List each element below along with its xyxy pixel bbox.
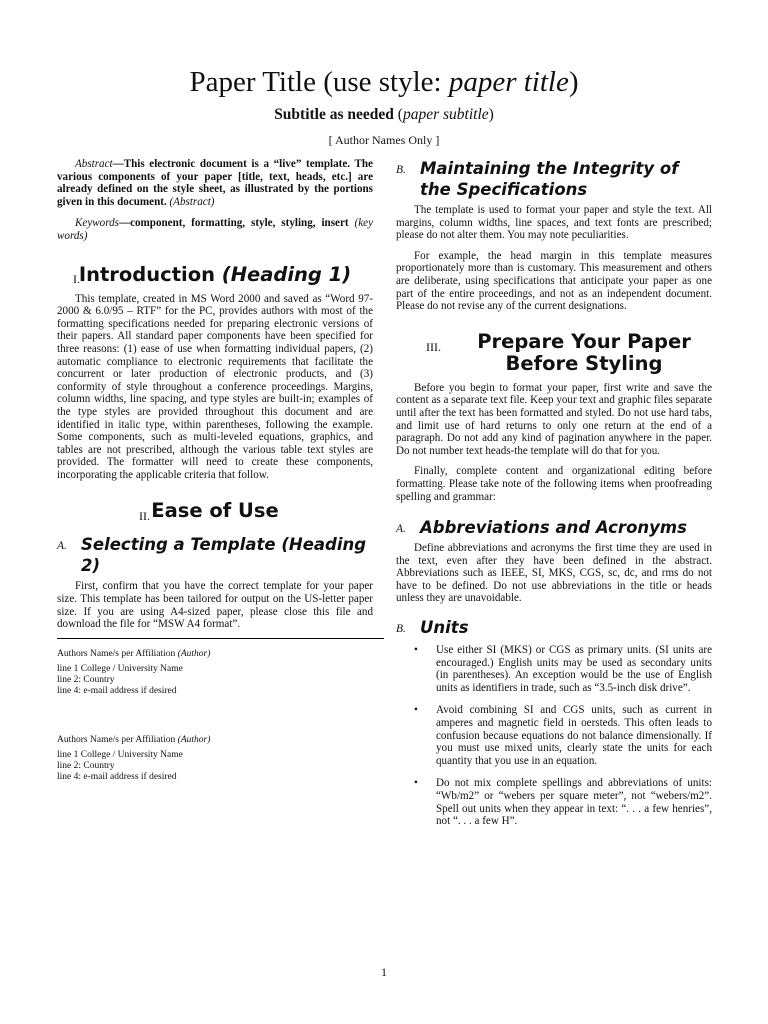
maintaining-integrity-paragraph-2: For example, the head margin in this template measures proportionately more than is customary. This measurement and others are deliberate, using specifications that anticipate your paper as one part of the entire proceedings, and not as an independent document. Please do not revise any of the current designations.: [396, 249, 712, 313]
heading-text: Units: [420, 618, 469, 638]
right-column: [396, 158, 712, 828]
keywords-dash: —: [118, 217, 131, 230]
footnote-divider: [57, 638, 384, 639]
keywords-style-tag: (key words): [57, 217, 373, 242]
paper-subtitle-text: Subtitle as needed: [274, 106, 398, 123]
paper-subtitle-style-tag: paper subtitle: [402, 106, 489, 123]
affiliation-line: line 1 College / University Name: [57, 749, 183, 760]
heading-text: Prepare Your Paper Before Styling: [477, 329, 691, 375]
bullet-icon: •: [414, 777, 418, 790]
maintaining-integrity-paragraph-1: The template is used to format your paper and style the text. All margins, column widths, line spaces, and text fonts are prescribed; please do not alter them. You may note peculiarities.: [396, 204, 712, 242]
list-item-text: Use either SI (MKS) or CGS as primary units. (SI units are encouraged.) English units may be used as secondary units (in parentheses). An exception would be the use of English units as identifiers in trade, such as “3.5-inch disk drive”.: [436, 644, 712, 694]
heading-prepare-paper: [396, 331, 712, 375]
heading-number: II.: [139, 509, 150, 524]
heading-abbreviations: [396, 517, 712, 538]
prepare-paper-paragraph-2: Finally, complete content and organizational editing before formatting. Please take note of the following items when proofreading spelling and grammar:: [396, 465, 712, 503]
left-column: [57, 158, 373, 783]
paper-title-close: ): [568, 66, 579, 98]
units-list: [396, 644, 712, 828]
list-item-text: Do not mix complete spellings and abbreviations of units: “Wb/m2” or “webers per square meter”, not “webers/m2”. Spell out units when they appear in text: “. . . a few henries”, not “. . . a few H”.: [436, 777, 712, 828]
heading-number: B.: [396, 623, 406, 636]
heading-text: Selecting a Template (Heading 2): [81, 535, 367, 576]
affiliation-style-tag: (Author): [177, 648, 211, 659]
paper-subtitle: [0, 106, 768, 124]
abstract: [57, 158, 373, 208]
heading-number: B.: [396, 164, 406, 176]
affiliation-line: line 4: e-mail address if desired: [57, 685, 177, 696]
heading-text: Abbreviations and Acronyms: [420, 518, 687, 538]
paper-subtitle-close: ): [488, 106, 494, 123]
keywords: [57, 217, 373, 242]
affiliation-heading: Authors Name/s per Affiliation: [57, 648, 178, 659]
bullet-icon: •: [414, 704, 418, 717]
list-item-text: Avoid combining SI and CGS units, such as current in amperes and magnetic field in oersteds. This often leads to confusion because equations do not balance dimensionally. If you must use mixed units, clearly state the units for each quantity that you use in an equation.: [436, 704, 712, 767]
heading-introduction: [57, 264, 373, 286]
affiliation-style-tag: (Author): [177, 734, 211, 745]
heading-selecting-template: [57, 534, 373, 576]
heading-number: I.: [73, 271, 80, 286]
list-item: [396, 777, 712, 827]
bullet-icon: •: [414, 644, 418, 657]
heading-text: Introduction: [78, 262, 222, 286]
affiliation-line: line 1 College / University Name: [57, 663, 183, 674]
heading-number: A.: [396, 523, 406, 536]
list-item: [396, 704, 712, 767]
abbreviations-paragraph: Define abbreviations and acronyms the first time they are used in the text, even after they have been defined in the abstract. Abbreviations such as IEEE, SI, MKS, CGS, sc, dc, and rms do not have to be defined. Do not use abbreviations in the title or heads unless they are unavoidable.: [396, 542, 712, 605]
affiliation-line: line 2: Country: [57, 674, 115, 685]
affiliation-heading: Authors Name/s per Affiliation: [57, 734, 178, 745]
affiliation-line: line 4: e-mail address if desired: [57, 771, 177, 782]
abstract-label: Abstract: [75, 158, 113, 170]
keywords-label: Keywords: [75, 217, 119, 230]
abstract-dash: —: [112, 158, 124, 170]
paper-title: [0, 66, 768, 99]
selecting-template-paragraph: First, confirm that you have the correct template for your paper size. This template has been tailored for output on the US-letter paper size. If you are using A4-sized paper, please close this file and download the file for “MSW A4 format”.: [57, 580, 373, 631]
heading-ease-of-use: [57, 500, 373, 522]
author-affiliation-1: [57, 649, 373, 697]
intro-paragraph: This template, created in MS Word 2000 and saved as “Word 97-2000 & 6.0/95 – RTF” for the PC, provides authors with most of the formatting specifications needed for preparing electronic versions of their papers. All standard paper components have been specified for three reasons: (1) ease of use when formatting individual papers, (2) automatic compliance to electronic requirements that facilitate the concurrent or later production of electronic products, and (3) conformity of style throughout a conference proceedings. Margins, column widths, line spacing, and type styles are built-in; examples of the type styles are provided throughout this document and are identified in italic type, within parentheses, following the example. Some components, such as multi-leveled equations, graphics, and tables are not prescribed, although the various table text styles are provided. The formatter will need to create these components, incorporating the applicable criteria that follow.: [57, 292, 373, 481]
heading-text: Maintaining the Integrity of the Specifications: [420, 159, 679, 199]
heading-style-tag: (Heading 1): [221, 262, 352, 286]
keywords-text: component, formatting, style, styling, insert: [130, 217, 349, 230]
abstract-text: This electronic document is a “live” template. The various components of your paper [title, text, heads, etc.] are already defined on the style sheet, as illustrated by the portions given in this document.: [57, 158, 373, 208]
page-number: 1: [381, 965, 387, 979]
heading-units: [396, 617, 712, 638]
paper-subtitle-open: (: [397, 106, 403, 123]
prepare-paper-paragraph-1: Before you begin to format your paper, first write and save the content as a separate text file. Keep your text and graphic files separate until after the text has been formatted and styled. Do not use hard tabs, and limit use of hard returns to only one return at the end of a paragraph. Do not add any kind of pagination anywhere in the paper. Do not number text heads-the template will do that for you.: [396, 381, 712, 457]
heading-number: III.: [426, 339, 441, 354]
paper-title-style-tag: paper title: [448, 66, 569, 98]
affiliation-line: line 2: Country: [57, 760, 115, 771]
heading-maintaining-integrity: [396, 158, 712, 200]
list-item: [396, 644, 712, 694]
heading-text: Ease of Use: [151, 499, 279, 523]
author-names: [ Author Names Only ]: [328, 133, 440, 147]
heading-number: A.: [57, 540, 67, 553]
abstract-style-tag: (Abstract): [166, 195, 215, 208]
author-affiliation-2: [57, 735, 373, 783]
paper-title-text: Paper Title (use style:: [189, 66, 449, 98]
